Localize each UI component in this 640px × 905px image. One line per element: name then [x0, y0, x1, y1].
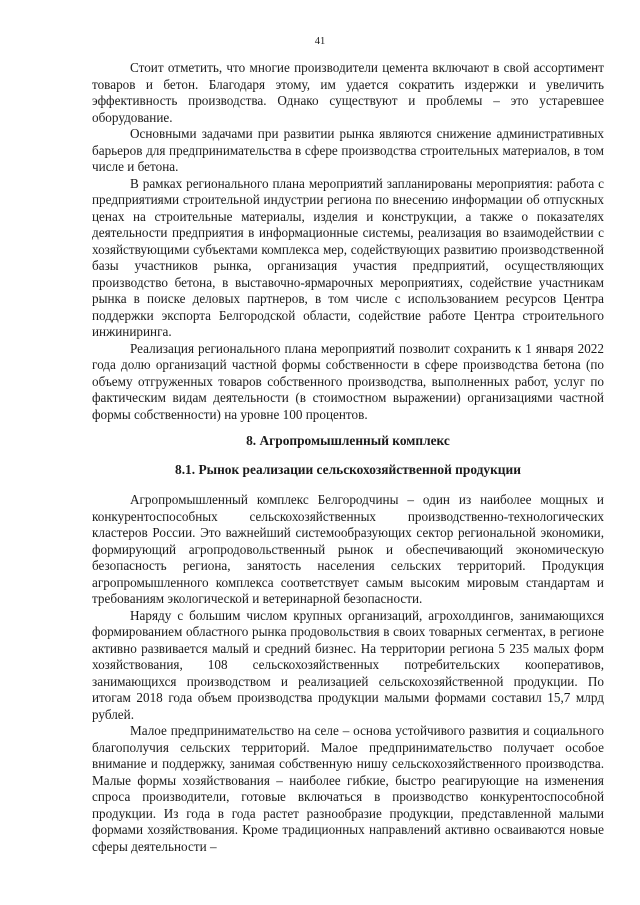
subsection-heading: 8.1. Рынок реализации сельскохозяйственной продукции	[175, 461, 521, 477]
paragraph: Малое предпринимательство на селе – основа устойчивого развития и социального благополучия сельских территорий. Малое предпринимательство получает особое внимание и поддержку, занимая собственную нишу сельскохозяйственного производства. Малые формы хозяйствования – наиболее гибкие, быстро реагирующие на изменения спроса производители, готовые включаться в производство конкурентоспособной продукции. Из года в года растет разнообразие продукции, представленной малыми формами хозяйствования. Кроме традиционных направлений активно осваиваются новые сферы деятельности –	[92, 723, 604, 854]
paragraph: Агропромышленный комплекс Белгородчины – один из наиболее мощных и конкурентоспособных сельскохозяйственных производственно-технологических кластеров России. Это важнейший системообразующих сектор региональной экономики, формирующий агропродовольственный рынок и обеспечивающий экономическую безопасность региона, занятость населения сельских территорий. Продукция агропромышленного комплекса соответствует самым высоким мировым стандартам и требованиям экологической и ветеринарной безопасности.	[92, 492, 604, 606]
paragraph: Стоит отметить, что многие производители цемента включают в свой ассортимент товаров и бетон. Благодаря этому, им удается сократить издержки и увеличить эффективность производства. Однако существуют и проблемы – это устаревшее оборудование.	[92, 60, 604, 125]
section-heading: 8. Агропромышленный комплекс	[246, 433, 450, 448]
page-content	[92, 60, 604, 855]
paragraph: В рамках регионального плана мероприятий запланированы мероприятия: работа с предприятиями строительной индустрии региона по внесению информации об отпускных ценах на строительные материалы, изделия и конструкции, а также о показателях деятельности предприятия в информационные системы, реализация во взаимодействии с хозяйствующими субъектами комплекса мер, содействующих развитию производственной базы участников рынка, организация участия предприятий, осуществляющих производство бетона, в выставочно-ярмарочных мероприятиях, содействие участникам рынка в поиске деловых партнеров, в том числе с использованием ресурсов Центра поддержки экспорта Белгородской области, содействие работе Центра строительного инжиниринга.	[92, 175, 604, 339]
paragraph: Основными задачами при развитии рынка являются снижение административных барьеров для предпринимательства в сфере производства строительных материалов, в том числе и бетона.	[92, 126, 604, 174]
paragraph: Реализация регионального плана мероприятий позволит сохранить к 1 января 2022 года долю организаций частной формы собственности в сфере производства бетона (по объему отгруженных товаров собственного производства, выполненных работ, услуг по фактическим видам деятельности (в стоимостном выражении) организациями частной формы собственности) на уровне 100 процентов.	[92, 340, 604, 422]
paragraph: Наряду с большим числом крупных организаций, агрохолдингов, занимающихся формированием областного рынка продовольствия в своих товарных сегментах, в регионе активно развивается малый и средний бизнес. На территории региона 5 235 малых форм хозяйствования, 108 сельскохозяйственных потребительских кооперативов, занимающихся производством и реализацией сельскохозяйственной продукции. По итогам 2018 года объем производства продукции малыми формами составил 15,7 млрд рублей.	[92, 607, 604, 722]
page-number: 41	[314, 36, 326, 47]
